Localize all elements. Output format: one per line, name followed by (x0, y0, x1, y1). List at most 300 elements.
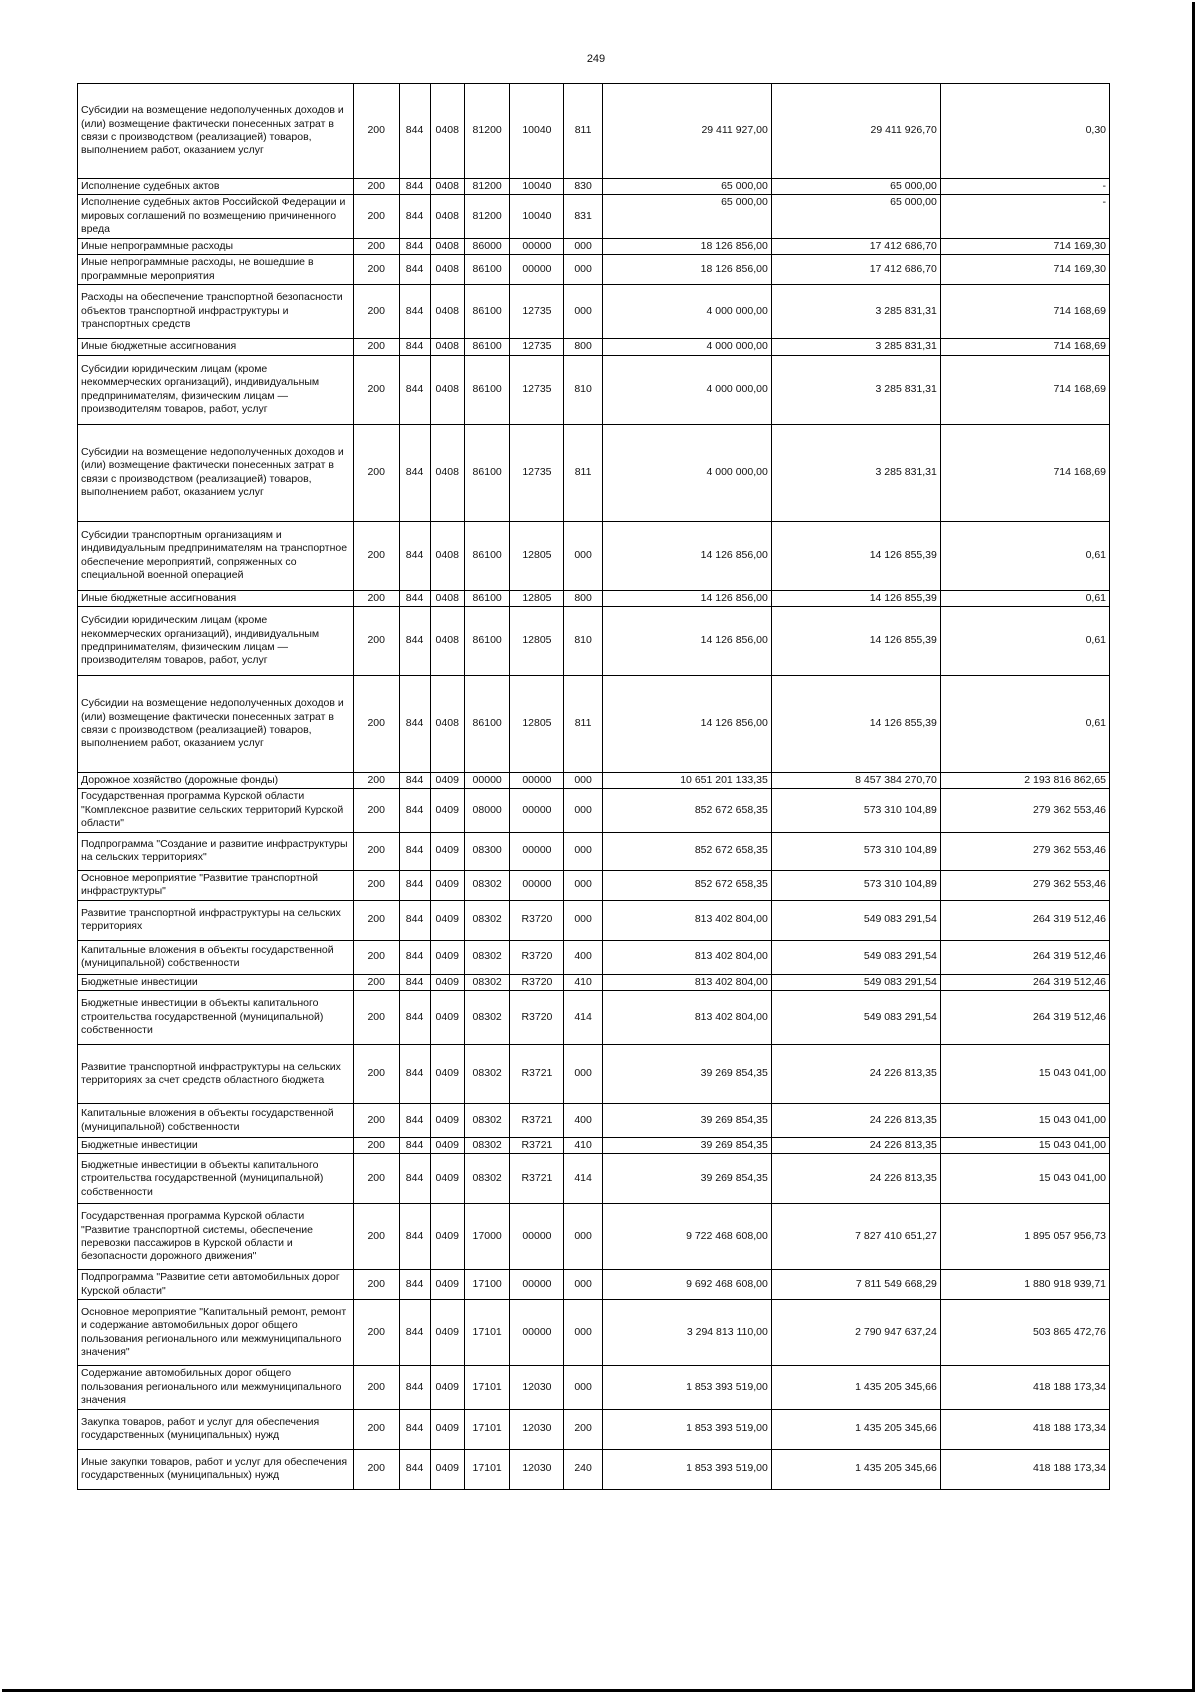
amount-executed-cell: 3 285 831,31 (771, 424, 940, 521)
code-cell: 200 (353, 1449, 399, 1489)
amount-executed-cell: 65 000,00 (771, 179, 940, 195)
code-cell: 844 (399, 238, 430, 254)
amount-remaining-cell: 0,61 (940, 606, 1109, 675)
amount-remaining-cell: 264 319 512,46 (940, 900, 1109, 940)
code-cell: 08302 (464, 991, 510, 1045)
code-cell: 200 (353, 900, 399, 940)
code-cell: 000 (564, 1270, 602, 1300)
code-cell: 844 (399, 1045, 430, 1104)
row-name-cell: Иные бюджетные ассигнования (78, 590, 354, 606)
code-cell: 200 (353, 84, 399, 179)
code-cell: 414 (564, 1154, 602, 1204)
row-name-cell: Иные закупки товаров, работ и услуг для обеспечения государственных (муниципальных) нужд (78, 1449, 354, 1489)
code-cell: 400 (564, 940, 602, 974)
amount-approved-cell: 14 126 856,00 (602, 675, 771, 772)
row-name-cell: Развитие транспортной инфраструктуры на сельских территориях (78, 900, 354, 940)
code-cell: R3721 (510, 1138, 564, 1154)
code-cell: 200 (353, 195, 399, 238)
row-name-cell: Бюджетные инвестиции в объекты капитального строительства государственной (муниципальной) собственности (78, 1154, 354, 1204)
code-cell: 0409 (430, 1270, 464, 1300)
amount-executed-cell: 549 083 291,54 (771, 940, 940, 974)
row-name-cell: Расходы на обеспечение транспортной безопасности объектов транспортной инфраструктуры и транспортных средств (78, 285, 354, 339)
code-cell: 0408 (430, 285, 464, 339)
code-cell: 844 (399, 1204, 430, 1270)
amount-approved-cell: 18 126 856,00 (602, 255, 771, 285)
code-cell: 12030 (510, 1409, 564, 1449)
amount-approved-cell: 10 651 201 133,35 (602, 772, 771, 788)
table-row (78, 195, 1110, 238)
code-cell: 200 (353, 991, 399, 1045)
table-row (78, 974, 1110, 990)
code-cell: 86100 (464, 355, 510, 424)
code-cell: 200 (353, 789, 399, 832)
row-name-cell: Иные бюджетные ассигнования (78, 339, 354, 355)
code-cell: 00000 (510, 238, 564, 254)
table-row (78, 424, 1110, 521)
code-cell: 17101 (464, 1409, 510, 1449)
code-cell: 844 (399, 606, 430, 675)
code-cell: 00000 (510, 1204, 564, 1270)
code-cell: 0409 (430, 1045, 464, 1104)
row-name-cell: Государственная программа Курской области "Комплексное развитие сельских территорий Курской области" (78, 789, 354, 832)
code-cell: 00000 (510, 1270, 564, 1300)
amount-executed-cell: 2 790 947 637,24 (771, 1300, 940, 1366)
code-cell: 08302 (464, 870, 510, 900)
code-cell: 00000 (510, 255, 564, 285)
amount-executed-cell: 17 412 686,70 (771, 255, 940, 285)
amount-approved-cell: 29 411 927,00 (602, 84, 771, 179)
table-row (78, 940, 1110, 974)
code-cell: 200 (353, 870, 399, 900)
amount-executed-cell: 14 126 855,39 (771, 606, 940, 675)
code-cell: 200 (353, 355, 399, 424)
amount-remaining-cell: 714 168,69 (940, 339, 1109, 355)
code-cell: 844 (399, 1154, 430, 1204)
amount-approved-cell: 39 269 854,35 (602, 1045, 771, 1104)
table-row (78, 1204, 1110, 1270)
table-row (78, 1138, 1110, 1154)
amount-executed-cell: 573 310 104,89 (771, 870, 940, 900)
code-cell: 200 (353, 1045, 399, 1104)
code-cell: 00000 (510, 1300, 564, 1366)
code-cell: 000 (564, 1045, 602, 1104)
code-cell: 844 (399, 1138, 430, 1154)
code-cell: 844 (399, 590, 430, 606)
table-row (78, 179, 1110, 195)
code-cell: 12735 (510, 355, 564, 424)
code-cell: 000 (564, 832, 602, 870)
code-cell: 17100 (464, 1270, 510, 1300)
code-cell: 0409 (430, 1138, 464, 1154)
amount-approved-cell: 4 000 000,00 (602, 339, 771, 355)
code-cell: 08302 (464, 1104, 510, 1138)
code-cell: 844 (399, 1104, 430, 1138)
code-cell: 0409 (430, 974, 464, 990)
code-cell: 200 (353, 1270, 399, 1300)
code-cell: 810 (564, 606, 602, 675)
row-name-cell: Подпрограмма "Создание и развитие инфраструктуры на сельских территориях" (78, 832, 354, 870)
amount-approved-cell: 3 294 813 110,00 (602, 1300, 771, 1366)
amount-remaining-cell: 714 168,69 (940, 285, 1109, 339)
amount-approved-cell: 14 126 856,00 (602, 521, 771, 590)
code-cell: 830 (564, 179, 602, 195)
code-cell: 0409 (430, 789, 464, 832)
amount-remaining-cell: 15 043 041,00 (940, 1138, 1109, 1154)
code-cell: 200 (353, 1204, 399, 1270)
table-row (78, 339, 1110, 355)
amount-approved-cell: 1 853 393 519,00 (602, 1366, 771, 1409)
amount-approved-cell: 14 126 856,00 (602, 606, 771, 675)
code-cell: 200 (353, 974, 399, 990)
code-cell: 844 (399, 974, 430, 990)
amount-approved-cell: 4 000 000,00 (602, 285, 771, 339)
amount-remaining-cell: 264 319 512,46 (940, 991, 1109, 1045)
code-cell: 0409 (430, 1300, 464, 1366)
code-cell: 0409 (430, 1366, 464, 1409)
budget-table (77, 83, 1110, 1490)
amount-remaining-cell: 15 043 041,00 (940, 1045, 1109, 1104)
code-cell: 08302 (464, 1154, 510, 1204)
code-cell: 000 (564, 285, 602, 339)
row-name-cell: Развитие транспортной инфраструктуры на сельских территориях за счет средств областного бюджета (78, 1045, 354, 1104)
table-row (78, 1449, 1110, 1489)
table-row (78, 1270, 1110, 1300)
amount-executed-cell: 573 310 104,89 (771, 832, 940, 870)
amount-executed-cell: 1 435 205 345,66 (771, 1449, 940, 1489)
code-cell: 200 (353, 772, 399, 788)
code-cell: R3720 (510, 991, 564, 1045)
code-cell: R3721 (510, 1045, 564, 1104)
amount-approved-cell: 813 402 804,00 (602, 940, 771, 974)
code-cell: 844 (399, 195, 430, 238)
code-cell: 0409 (430, 870, 464, 900)
amount-executed-cell: 29 411 926,70 (771, 84, 940, 179)
code-cell: 10040 (510, 179, 564, 195)
table-row (78, 991, 1110, 1045)
amount-remaining-cell: 1 895 057 956,73 (940, 1204, 1109, 1270)
amount-executed-cell: 14 126 855,39 (771, 675, 940, 772)
code-cell: R3721 (510, 1154, 564, 1204)
table-row (78, 606, 1110, 675)
amount-approved-cell: 39 269 854,35 (602, 1138, 771, 1154)
amount-remaining-cell: 418 188 173,34 (940, 1449, 1109, 1489)
code-cell: 200 (353, 179, 399, 195)
amount-remaining-cell: 0,61 (940, 521, 1109, 590)
amount-approved-cell: 9 692 468 608,00 (602, 1270, 771, 1300)
code-cell: 0408 (430, 179, 464, 195)
code-cell: 200 (353, 424, 399, 521)
code-cell: 844 (399, 179, 430, 195)
code-cell: 0408 (430, 355, 464, 424)
row-name-cell: Дорожное хозяйство (дорожные фонды) (78, 772, 354, 788)
amount-remaining-cell: 264 319 512,46 (940, 974, 1109, 990)
code-cell: 000 (564, 870, 602, 900)
code-cell: 844 (399, 870, 430, 900)
amount-executed-cell: 3 285 831,31 (771, 355, 940, 424)
code-cell: 410 (564, 1138, 602, 1154)
code-cell: 86100 (464, 339, 510, 355)
code-cell: 200 (353, 1154, 399, 1204)
code-cell: 12805 (510, 675, 564, 772)
amount-remaining-cell: 15 043 041,00 (940, 1154, 1109, 1204)
code-cell: 844 (399, 900, 430, 940)
code-cell: 08000 (464, 789, 510, 832)
amount-approved-cell: 813 402 804,00 (602, 991, 771, 1045)
code-cell: 810 (564, 355, 602, 424)
code-cell: 00000 (510, 832, 564, 870)
amount-executed-cell: 24 226 813,35 (771, 1045, 940, 1104)
code-cell: 844 (399, 675, 430, 772)
code-cell: 811 (564, 424, 602, 521)
code-cell: 000 (564, 789, 602, 832)
table-row (78, 1154, 1110, 1204)
code-cell: 08302 (464, 1138, 510, 1154)
amount-remaining-cell: 418 188 173,34 (940, 1366, 1109, 1409)
row-name-cell: Исполнение судебных актов Российской Федерации и мировых соглашений по возмещению причиненного вреда (78, 195, 354, 238)
code-cell: 81200 (464, 84, 510, 179)
code-cell: 17000 (464, 1204, 510, 1270)
table-row (78, 870, 1110, 900)
code-cell: 811 (564, 675, 602, 772)
row-name-cell: Иные непрограммные расходы, не вошедшие в программные мероприятия (78, 255, 354, 285)
table-row (78, 675, 1110, 772)
code-cell: 0408 (430, 606, 464, 675)
table-row (78, 1104, 1110, 1138)
code-cell: 0408 (430, 675, 464, 772)
amount-approved-cell: 65 000,00 (602, 195, 771, 238)
row-name-cell: Иные непрограммные расходы (78, 238, 354, 254)
table-row (78, 789, 1110, 832)
amount-remaining-cell: 1 880 918 939,71 (940, 1270, 1109, 1300)
amount-remaining-cell: 0,30 (940, 84, 1109, 179)
code-cell: 200 (353, 339, 399, 355)
code-cell: 0409 (430, 1449, 464, 1489)
code-cell: 08302 (464, 974, 510, 990)
code-cell: 844 (399, 789, 430, 832)
code-cell: 0408 (430, 84, 464, 179)
code-cell: 0408 (430, 339, 464, 355)
code-cell: 08302 (464, 1045, 510, 1104)
code-cell: 000 (564, 521, 602, 590)
amount-executed-cell: 7 811 549 668,29 (771, 1270, 940, 1300)
amount-executed-cell: 549 083 291,54 (771, 900, 940, 940)
code-cell: 844 (399, 1409, 430, 1449)
amount-remaining-cell: 0,61 (940, 590, 1109, 606)
code-cell: 10040 (510, 195, 564, 238)
row-name-cell: Субсидии юридическим лицам (кроме некоммерческих организаций), индивидуальным предпринимателям, физическим лицам — производителям товаров, работ, услуг (78, 355, 354, 424)
code-cell: 0409 (430, 1104, 464, 1138)
code-cell: 844 (399, 1270, 430, 1300)
table-row (78, 1300, 1110, 1366)
code-cell: 86100 (464, 255, 510, 285)
code-cell: 000 (564, 1204, 602, 1270)
amount-remaining-cell: 714 168,69 (940, 355, 1109, 424)
code-cell: 844 (399, 1366, 430, 1409)
table-row (78, 84, 1110, 179)
table-row (78, 238, 1110, 254)
code-cell: 844 (399, 832, 430, 870)
amount-remaining-cell: 15 043 041,00 (940, 1104, 1109, 1138)
code-cell: 811 (564, 84, 602, 179)
table-row (78, 521, 1110, 590)
code-cell: 200 (353, 940, 399, 974)
code-cell: 200 (353, 1409, 399, 1449)
code-cell: R3720 (510, 900, 564, 940)
amount-approved-cell: 1 853 393 519,00 (602, 1449, 771, 1489)
amount-remaining-cell: 279 362 553,46 (940, 870, 1109, 900)
table-row (78, 255, 1110, 285)
row-name-cell: Содержание автомобильных дорог общего пользования регионального или межмуниципального значения (78, 1366, 354, 1409)
amount-executed-cell: 549 083 291,54 (771, 991, 940, 1045)
code-cell: 86100 (464, 285, 510, 339)
code-cell: 414 (564, 991, 602, 1045)
code-cell: 200 (353, 590, 399, 606)
code-cell: 00000 (464, 772, 510, 788)
code-cell: 844 (399, 355, 430, 424)
code-cell: 844 (399, 84, 430, 179)
code-cell: 844 (399, 940, 430, 974)
amount-remaining-cell: 264 319 512,46 (940, 940, 1109, 974)
table-row (78, 900, 1110, 940)
code-cell: 200 (353, 1366, 399, 1409)
code-cell: 0409 (430, 991, 464, 1045)
row-name-cell: Государственная программа Курской области "Развитие транспортной системы, обеспечение перевозки пассажиров в Курской области и безопасности дорожного движения" (78, 1204, 354, 1270)
amount-executed-cell: 3 285 831,31 (771, 339, 940, 355)
table-row (78, 1045, 1110, 1104)
table-row (78, 1366, 1110, 1409)
code-cell: 844 (399, 339, 430, 355)
code-cell: R3720 (510, 940, 564, 974)
row-name-cell: Исполнение судебных актов (78, 179, 354, 195)
code-cell: 200 (353, 285, 399, 339)
code-cell: 200 (353, 1138, 399, 1154)
code-cell: 12735 (510, 424, 564, 521)
code-cell: 0409 (430, 1154, 464, 1204)
code-cell: 240 (564, 1449, 602, 1489)
row-name-cell: Основное мероприятие "Капитальный ремонт, ремонт и содержание автомобильных дорог общего пользования регионального или межмуниципального значения" (78, 1300, 354, 1366)
table-row (78, 285, 1110, 339)
table-row (78, 772, 1110, 788)
code-cell: 844 (399, 772, 430, 788)
code-cell: 000 (564, 255, 602, 285)
row-name-cell: Капитальные вложения в объекты государственной (муниципальной) собственности (78, 940, 354, 974)
code-cell: 200 (353, 606, 399, 675)
amount-remaining-cell: - (940, 179, 1109, 195)
code-cell: 844 (399, 521, 430, 590)
code-cell: 800 (564, 339, 602, 355)
code-cell: 000 (564, 1366, 602, 1409)
amount-executed-cell: 1 435 205 345,66 (771, 1366, 940, 1409)
code-cell: 86000 (464, 238, 510, 254)
code-cell: 86100 (464, 424, 510, 521)
row-name-cell: Субсидии транспортным организациям и индивидуальным предпринимателям на транспортное обеспечение мероприятий, сопряженных со специальной военной операцией (78, 521, 354, 590)
code-cell: 0408 (430, 521, 464, 590)
amount-executed-cell: 24 226 813,35 (771, 1138, 940, 1154)
code-cell: 81200 (464, 179, 510, 195)
amount-remaining-cell: 503 865 472,76 (940, 1300, 1109, 1366)
amount-executed-cell: 8 457 384 270,70 (771, 772, 940, 788)
table-row (78, 1409, 1110, 1449)
amount-remaining-cell: 279 362 553,46 (940, 832, 1109, 870)
code-cell: 844 (399, 1300, 430, 1366)
code-cell: 0408 (430, 195, 464, 238)
code-cell: 0409 (430, 832, 464, 870)
amount-executed-cell: 17 412 686,70 (771, 238, 940, 254)
code-cell: 200 (353, 675, 399, 772)
amount-approved-cell: 852 672 658,35 (602, 789, 771, 832)
row-name-cell: Подпрограмма "Развитие сети автомобильных дорог Курской области" (78, 1270, 354, 1300)
code-cell: 800 (564, 590, 602, 606)
code-cell: 844 (399, 424, 430, 521)
amount-approved-cell: 4 000 000,00 (602, 424, 771, 521)
amount-remaining-cell: 714 168,69 (940, 424, 1109, 521)
table-row (78, 355, 1110, 424)
row-name-cell: Бюджетные инвестиции (78, 1138, 354, 1154)
code-cell: 12030 (510, 1366, 564, 1409)
row-name-cell: Субсидии на возмещение недополученных доходов и (или) возмещение фактически понесенных затрат в связи с производством (реализацией) товаров, выполнением работ, оказанием услуг (78, 84, 354, 179)
row-name-cell: Бюджетные инвестиции в объекты капитального строительства государственной (муниципальной) собственности (78, 991, 354, 1045)
amount-approved-cell: 1 853 393 519,00 (602, 1409, 771, 1449)
code-cell: 08302 (464, 900, 510, 940)
row-name-cell: Субсидии на возмещение недополученных доходов и (или) возмещение фактически понесенных затрат в связи с производством (реализацией) товаров, выполнением работ, оказанием услуг (78, 424, 354, 521)
amount-remaining-cell: 2 193 816 862,65 (940, 772, 1109, 788)
amount-remaining-cell: 418 188 173,34 (940, 1409, 1109, 1449)
amount-executed-cell: 549 083 291,54 (771, 974, 940, 990)
amount-approved-cell: 14 126 856,00 (602, 590, 771, 606)
code-cell: 0409 (430, 1409, 464, 1449)
code-cell: 08300 (464, 832, 510, 870)
code-cell: 000 (564, 1300, 602, 1366)
code-cell: 200 (353, 1104, 399, 1138)
amount-approved-cell: 39 269 854,35 (602, 1104, 771, 1138)
code-cell: 844 (399, 991, 430, 1045)
row-name-cell: Бюджетные инвестиции (78, 974, 354, 990)
code-cell: 00000 (510, 772, 564, 788)
code-cell: 831 (564, 195, 602, 238)
code-cell: 17101 (464, 1366, 510, 1409)
code-cell: 0409 (430, 772, 464, 788)
page-number: 249 (586, 53, 606, 65)
code-cell: 0408 (430, 424, 464, 521)
row-name-cell: Основное мероприятие "Развитие транспортной инфраструктуры" (78, 870, 354, 900)
amount-remaining-cell: 279 362 553,46 (940, 789, 1109, 832)
amount-executed-cell: 1 435 205 345,66 (771, 1409, 940, 1449)
code-cell: 86100 (464, 606, 510, 675)
amount-executed-cell: 3 285 831,31 (771, 285, 940, 339)
amount-approved-cell: 18 126 856,00 (602, 238, 771, 254)
code-cell: R3720 (510, 974, 564, 990)
amount-approved-cell: 813 402 804,00 (602, 974, 771, 990)
code-cell: 12735 (510, 285, 564, 339)
amount-executed-cell: 573 310 104,89 (771, 789, 940, 832)
code-cell: 12805 (510, 590, 564, 606)
code-cell: 86100 (464, 590, 510, 606)
code-cell: 12735 (510, 339, 564, 355)
amount-approved-cell: 9 722 468 608,00 (602, 1204, 771, 1270)
code-cell: 00000 (510, 789, 564, 832)
amount-executed-cell: 24 226 813,35 (771, 1154, 940, 1204)
amount-approved-cell: 4 000 000,00 (602, 355, 771, 424)
amount-remaining-cell: 714 169,30 (940, 238, 1109, 254)
code-cell: 81200 (464, 195, 510, 238)
code-cell: 000 (564, 238, 602, 254)
code-cell: 410 (564, 974, 602, 990)
amount-remaining-cell: 714 169,30 (940, 255, 1109, 285)
amount-approved-cell: 852 672 658,35 (602, 832, 771, 870)
code-cell: 10040 (510, 84, 564, 179)
code-cell: 200 (353, 1300, 399, 1366)
code-cell: 86100 (464, 675, 510, 772)
